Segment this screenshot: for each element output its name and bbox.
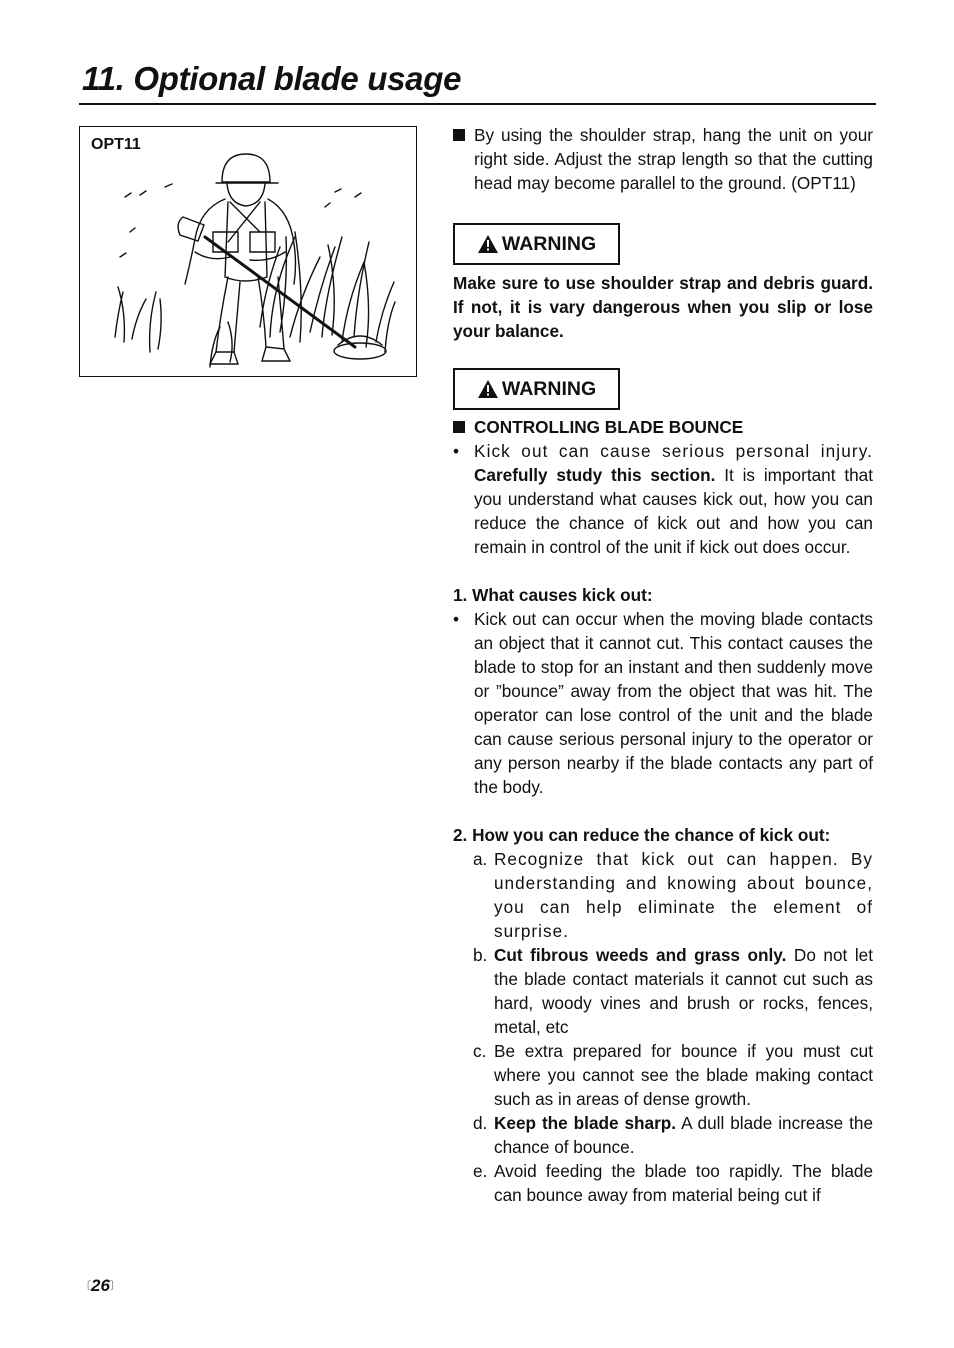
what-causes-heading: 1. What causes kick out: bbox=[453, 585, 653, 605]
list-item-text: Do not let the blade contact materials it cannot cut such as hard, woody vines and brush or rocks, fences, metal, etc bbox=[494, 945, 873, 1037]
title-rule bbox=[79, 103, 876, 105]
page-title: 11. Optional blade usage bbox=[82, 60, 462, 97]
list-item-letter: b. bbox=[473, 945, 488, 965]
list-item-text: Be extra prepared for bounce if you must cut where you cannot see the blade making contact such as in areas of dense growth. bbox=[494, 1041, 873, 1109]
list-item bbox=[453, 847, 873, 943]
warning-label-1: WARNING bbox=[501, 233, 597, 255]
how-reduce-heading: 2. How you can reduce the chance of kick out: bbox=[453, 825, 831, 845]
what-causes-text: Kick out can occur when the moving blade contacts an object that it cannot cut. This contact causes the blade to stop for an instant and then suddenly move or ”bounce” away from the object that was hit. The operator can lose control of the unit and the blade can cause serious personal injury to the operator or any person nearby if the blade contacts any part of the body. bbox=[474, 609, 873, 797]
bullet-dot-icon: • bbox=[453, 609, 460, 629]
page-number-value: 26 bbox=[91, 1276, 110, 1295]
list-item bbox=[453, 943, 873, 1039]
warning-triangle-icon bbox=[477, 234, 499, 254]
list-item-letter: c. bbox=[473, 1041, 487, 1061]
list-item-text: Recognize that kick out can happen. By understanding and knowing about bounce, you can help eliminate the element of surprise. bbox=[494, 849, 873, 941]
figure-opt11 bbox=[79, 126, 417, 377]
section-intro-rest: It is important that you understand what causes kick out, how you can reduce the chance of kick out and how you can remain in control of the unit if kick out does occur. bbox=[474, 465, 873, 557]
square-bullet-icon bbox=[453, 123, 465, 147]
section-intro bbox=[453, 439, 873, 559]
bullet-dot-icon: • bbox=[453, 441, 460, 461]
right-column bbox=[453, 123, 873, 1207]
list-item bbox=[453, 1159, 873, 1207]
operator-illustration bbox=[110, 137, 400, 372]
list-item-text: A dull blade increase the chance of bounce. bbox=[494, 1113, 874, 1157]
page-number-bracket-left: 〔 bbox=[80, 1280, 91, 1292]
section-intro-bold: Carefully study this section. bbox=[474, 465, 716, 485]
square-bullet-icon bbox=[453, 415, 465, 439]
list-item-bold: Cut fibrous weeds and grass only. bbox=[494, 945, 787, 965]
list-item-letter: a. bbox=[473, 849, 488, 869]
section-heading bbox=[453, 415, 873, 439]
warning-triangle-icon bbox=[477, 379, 499, 399]
section-intro-plain: Kick out can cause serious personal injury. bbox=[474, 441, 873, 461]
warning1-text: Make sure to use shoulder strap and debris guard. If not, it is vary dangerous when you slip or lose your balance. bbox=[453, 273, 873, 341]
list-item bbox=[453, 1111, 873, 1159]
page-number bbox=[80, 1276, 121, 1296]
list-item-letter: d. bbox=[473, 1113, 488, 1133]
page-number-bracket-right: 〕 bbox=[109, 1280, 121, 1292]
warning-badge-1 bbox=[453, 223, 620, 265]
what-causes-paragraph bbox=[453, 607, 873, 799]
figure-label: OPT11 bbox=[91, 136, 141, 153]
list-item-text: Avoid feeding the blade too rapidly. The blade can bounce away from material being cut if bbox=[494, 1161, 873, 1205]
list-item bbox=[453, 1039, 873, 1111]
section-heading-text: CONTROLLING BLADE BOUNCE bbox=[474, 417, 744, 437]
intro-text: By using the shoulder strap, hang the unit on your right side. Adjust the strap length so that the cutting head may become parallel to the ground. (OPT11) bbox=[474, 125, 873, 193]
warning-label-2: WARNING bbox=[501, 378, 597, 400]
list-item-letter: e. bbox=[473, 1161, 488, 1181]
intro-paragraph bbox=[453, 123, 873, 195]
list-item-bold: Keep the blade sharp. bbox=[494, 1113, 677, 1133]
warning-badge-2 bbox=[453, 368, 620, 410]
